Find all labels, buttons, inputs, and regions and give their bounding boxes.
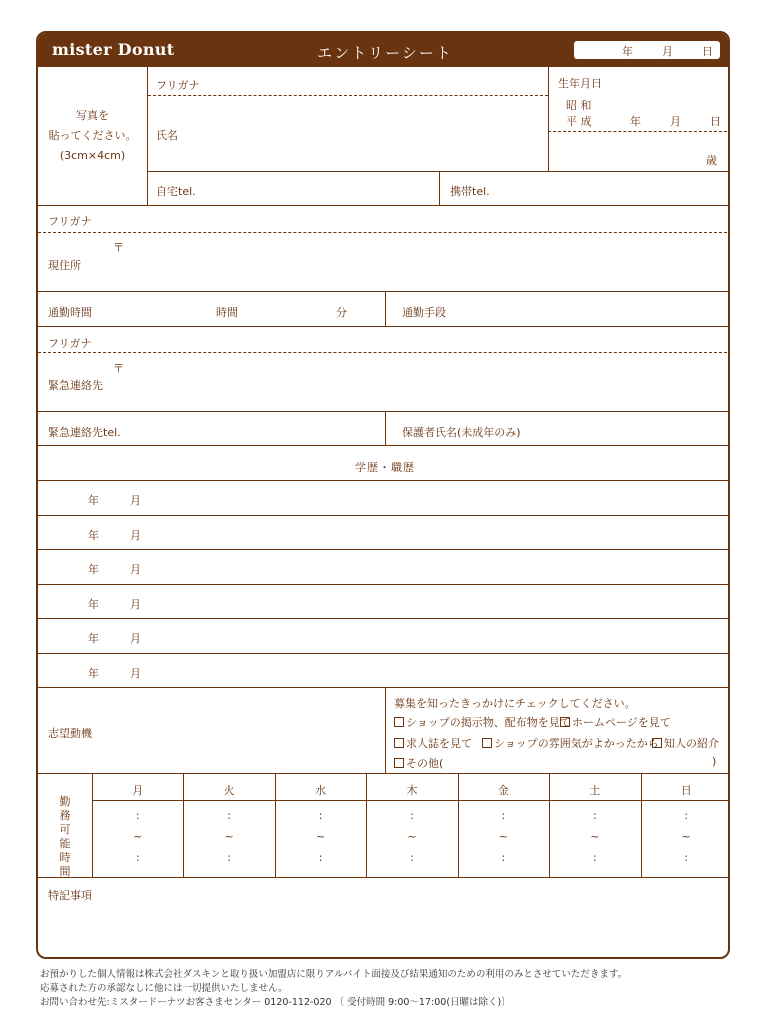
history-year-label: 年 — [88, 632, 99, 645]
address-postal-mark: 〒 — [113, 241, 124, 254]
emergency-top-line — [38, 326, 730, 327]
schedule-day-header: 日 — [680, 784, 692, 797]
option-other-close: ) — [712, 755, 717, 768]
photo-instruction-2: 貼ってください。 — [48, 129, 137, 142]
commute-means-label: 通勤手段 — [402, 306, 446, 319]
guardian-name-label: 保護者氏名(未成年のみ) — [402, 426, 521, 439]
emergency-tel-field[interactable] — [38, 412, 385, 445]
checkbox-shop-atmosphere[interactable] — [482, 738, 492, 748]
address-field[interactable] — [38, 233, 730, 291]
brand-logo: mister Donut — [52, 40, 175, 59]
motivation-label: 志望動機 — [48, 727, 92, 740]
sheet-title: エントリーシート — [317, 44, 453, 62]
address-top-line — [38, 205, 730, 206]
checkbox-other[interactable] — [394, 758, 404, 768]
privacy-notice-1: お預かりした個人情報は株式会社ダスキンと取り扱い加盟店に限りアルバイト面接及び結果通知のための利用のみとさせていただきます。 — [40, 969, 628, 980]
sheet-header — [38, 33, 728, 67]
motivation-divider — [385, 687, 386, 773]
name-label: 氏名 — [156, 129, 178, 142]
birthdate-label: 生年月日 — [558, 77, 602, 90]
history-row[interactable] — [38, 654, 730, 688]
schedule-time-mark: ~ — [681, 830, 691, 843]
notes-field[interactable] — [38, 878, 730, 959]
schedule-time-mark: : — [501, 851, 506, 864]
mobile-tel-label: 携帯tel. — [450, 185, 490, 198]
schedule-time-mark: : — [227, 809, 231, 822]
history-top-line — [38, 445, 730, 446]
option-shop-posting[interactable]: ショップの掲示物、配布物を見て — [394, 714, 571, 730]
date-field[interactable] — [574, 41, 720, 59]
birth-day-label: 日 — [710, 115, 721, 128]
age-label: 歳 — [706, 154, 717, 167]
option-homepage[interactable]: ホームページを見て — [560, 714, 671, 730]
checkbox-homepage[interactable] — [560, 717, 570, 727]
discovery-prompt: 募集を知ったきっかけにチェックしてください。 — [394, 697, 636, 710]
checkbox-shop-posting[interactable] — [394, 717, 404, 727]
schedule-day-header: 金 — [497, 784, 509, 797]
address-label: 現住所 — [48, 259, 81, 272]
mobile-tel-field[interactable] — [440, 172, 730, 205]
history-month-label: 月 — [130, 632, 141, 645]
birth-year-label: 年 — [630, 115, 641, 128]
history-month-label: 月 — [130, 666, 141, 680]
commute-means-field[interactable] — [386, 292, 730, 326]
date-month-label: 月 — [662, 45, 673, 58]
history-row[interactable] — [38, 481, 730, 515]
history-row[interactable] — [38, 619, 730, 653]
schedule-time-mark: : — [684, 809, 689, 822]
photo-box[interactable] — [38, 67, 147, 205]
schedule-day-header: 木 — [406, 784, 418, 797]
schedule-label-char: 勤 — [59, 795, 71, 808]
birth-month-label: 月 — [670, 115, 681, 128]
schedule-label-char: 務 — [59, 809, 71, 822]
schedule-time-mark: ~ — [224, 830, 234, 843]
history-row[interactable] — [38, 550, 730, 584]
schedule-time-mark: : — [135, 851, 140, 864]
schedule-time-mark: ~ — [133, 830, 143, 843]
emergency-label: 緊急連絡先 — [48, 379, 103, 392]
schedule-time-mark: : — [135, 809, 140, 822]
era-heisei: 平 成 — [566, 115, 592, 128]
schedule-label-char: 間 — [59, 865, 71, 878]
schedule-time-mark: ~ — [315, 830, 326, 843]
schedule-time-mark: : — [592, 851, 597, 864]
entry-sheet — [36, 31, 730, 959]
history-month-label: 月 — [130, 563, 141, 576]
option-referral[interactable]: 知人の紹介 — [652, 735, 719, 751]
date-day-label: 日 — [702, 45, 713, 58]
history-year-label: 年 — [88, 597, 99, 611]
option-job-magazine[interactable]: 求人誌を見て — [394, 735, 472, 751]
history-year-label: 年 — [88, 494, 99, 507]
schedule-time-mark: : — [318, 851, 323, 864]
schedule-time-mark: : — [684, 851, 689, 864]
emergency-address-field[interactable] — [38, 353, 730, 411]
schedule-time-mark: : — [592, 809, 597, 822]
history-year-label: 年 — [88, 563, 99, 576]
guardian-name-field[interactable] — [386, 412, 730, 445]
history-year-label: 年 — [88, 528, 99, 542]
privacy-notice-2: 応募された方の承認なしに他には一切提供いたしません。 — [40, 983, 288, 994]
checkbox-job-magazine[interactable] — [394, 738, 404, 748]
schedule-time-mark: : — [501, 809, 506, 822]
schedule-time-mark: ~ — [407, 830, 417, 843]
contact-info: お問い合わせ先:ミスタードーナツお客さまセンター 0120-112-020 〔 受付時間 9:00〜17:00(日曜は除く)〕 — [40, 997, 511, 1008]
history-month-label: 月 — [130, 494, 141, 507]
schedule-label-char: 可 — [59, 823, 71, 836]
schedule-top-line — [38, 773, 730, 774]
emergency-postal-mark: 〒 — [113, 362, 124, 375]
option-shop-atmosphere[interactable]: ショップの雰囲気がよかったから — [482, 735, 659, 751]
option-other[interactable]: その他( — [394, 755, 443, 771]
emergency-tel-label: 緊急連絡先tel. — [48, 426, 121, 439]
home-tel-label: 自宅tel. — [156, 185, 196, 198]
history-row[interactable] — [38, 585, 730, 619]
age-field[interactable] — [549, 132, 730, 171]
emergency-furigana-label: フリガナ — [48, 337, 92, 350]
name-furigana-label: フリガナ — [156, 79, 200, 92]
schedule-time-mark: : — [227, 851, 231, 864]
history-month-label: 月 — [130, 597, 141, 611]
photo-instruction-1: 写真を — [76, 109, 109, 122]
commute-minutes-label: 分 — [336, 306, 347, 319]
era-showa: 昭 和 — [566, 99, 592, 112]
photo-size: (3cm×4cm) — [59, 149, 126, 162]
commute-time-field[interactable] — [38, 292, 385, 326]
schedule-day-header: 火 — [223, 784, 235, 797]
schedule-time-mark: ~ — [590, 830, 600, 843]
checkbox-referral[interactable] — [652, 738, 662, 748]
schedule-label-char: 時 — [59, 851, 71, 864]
schedule-time-mark: : — [318, 809, 323, 822]
date-year-label: 年 — [622, 45, 633, 58]
history-title: 学歴・職歴 — [355, 461, 415, 474]
schedule-time-mark: : — [410, 851, 414, 864]
notes-label: 特記事項 — [48, 889, 92, 902]
commute-time-label: 通勤時間 — [48, 306, 92, 319]
schedule-label-char: 能 — [59, 837, 71, 850]
schedule-day-header: 月 — [132, 784, 144, 797]
name-field[interactable] — [148, 96, 548, 171]
history-year-label: 年 — [88, 666, 99, 680]
address-furigana-label: フリガナ — [48, 215, 92, 228]
schedule-time-mark: : — [410, 809, 414, 822]
motivation-field[interactable] — [38, 688, 385, 773]
history-month-label: 月 — [130, 528, 141, 542]
home-tel-field[interactable] — [148, 172, 439, 205]
history-row[interactable] — [38, 516, 730, 550]
schedule-day-header: 土 — [589, 784, 601, 797]
schedule-time-mark: ~ — [498, 830, 509, 843]
schedule-day-header: 水 — [315, 784, 327, 797]
commute-hours-label: 時間 — [216, 306, 238, 319]
